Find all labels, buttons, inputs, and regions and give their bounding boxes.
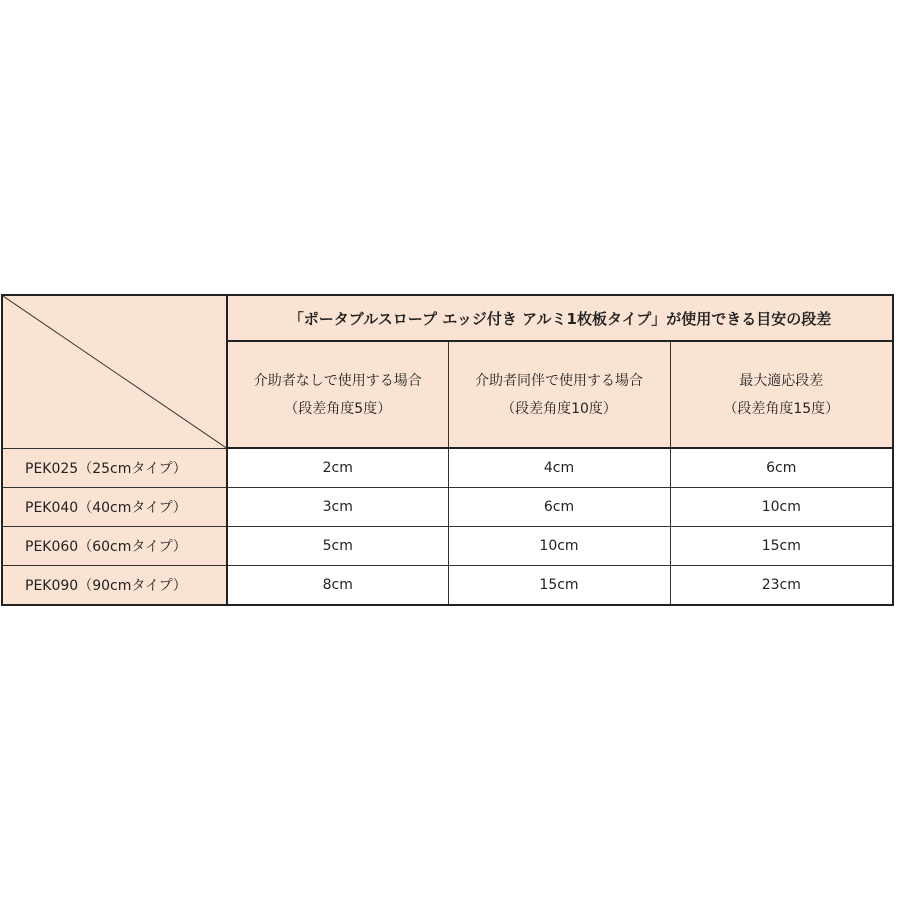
column-header-no-assistant [227, 341, 448, 448]
table-cell: 23cm [670, 565, 893, 605]
table-cell: 3cm [227, 487, 448, 526]
table-cell: 15cm [448, 565, 670, 605]
table-title-row [2, 295, 893, 341]
table-cell: 2cm [227, 448, 448, 487]
table-cell: 10cm [448, 526, 670, 565]
column-header-label: 最大適応段差 [739, 372, 824, 389]
column-header-label: 介助者同伴で使用する場合 [475, 372, 643, 389]
row-label: PEK060（60cmタイプ） [2, 526, 227, 565]
column-header-label: 介助者なしで使用する場合 [253, 372, 422, 389]
slope-step-table [1, 294, 894, 606]
row-label: PEK025（25cmタイプ） [2, 448, 227, 487]
column-header-with-assistant [448, 341, 670, 448]
table-cell: 8cm [227, 565, 448, 605]
table-cell: 6cm [670, 448, 893, 487]
table-cell: 4cm [448, 448, 670, 487]
column-header-angle: （段差角度5度） [284, 400, 392, 417]
table-title: 「ポータブルスロープ エッジ付き アルミ1枚板タイプ」が使用できる目安の段差 [227, 295, 893, 341]
diagonal-corner-cell [2, 295, 227, 448]
table-cell: 6cm [448, 487, 670, 526]
table-cell: 15cm [670, 526, 893, 565]
column-header-angle: （段差角度15度） [723, 400, 840, 417]
table-row [2, 487, 893, 526]
diagonal-line-icon [3, 296, 226, 448]
table-row [2, 526, 893, 565]
table-row [2, 565, 893, 605]
table-cell: 5cm [227, 526, 448, 565]
row-label: PEK090（90cmタイプ） [2, 565, 227, 605]
column-header-angle: （段差角度10度） [501, 400, 617, 417]
table-row [2, 448, 893, 487]
table-cell: 10cm [670, 487, 893, 526]
row-label: PEK040（40cmタイプ） [2, 487, 227, 526]
column-header-max-step [670, 341, 893, 448]
